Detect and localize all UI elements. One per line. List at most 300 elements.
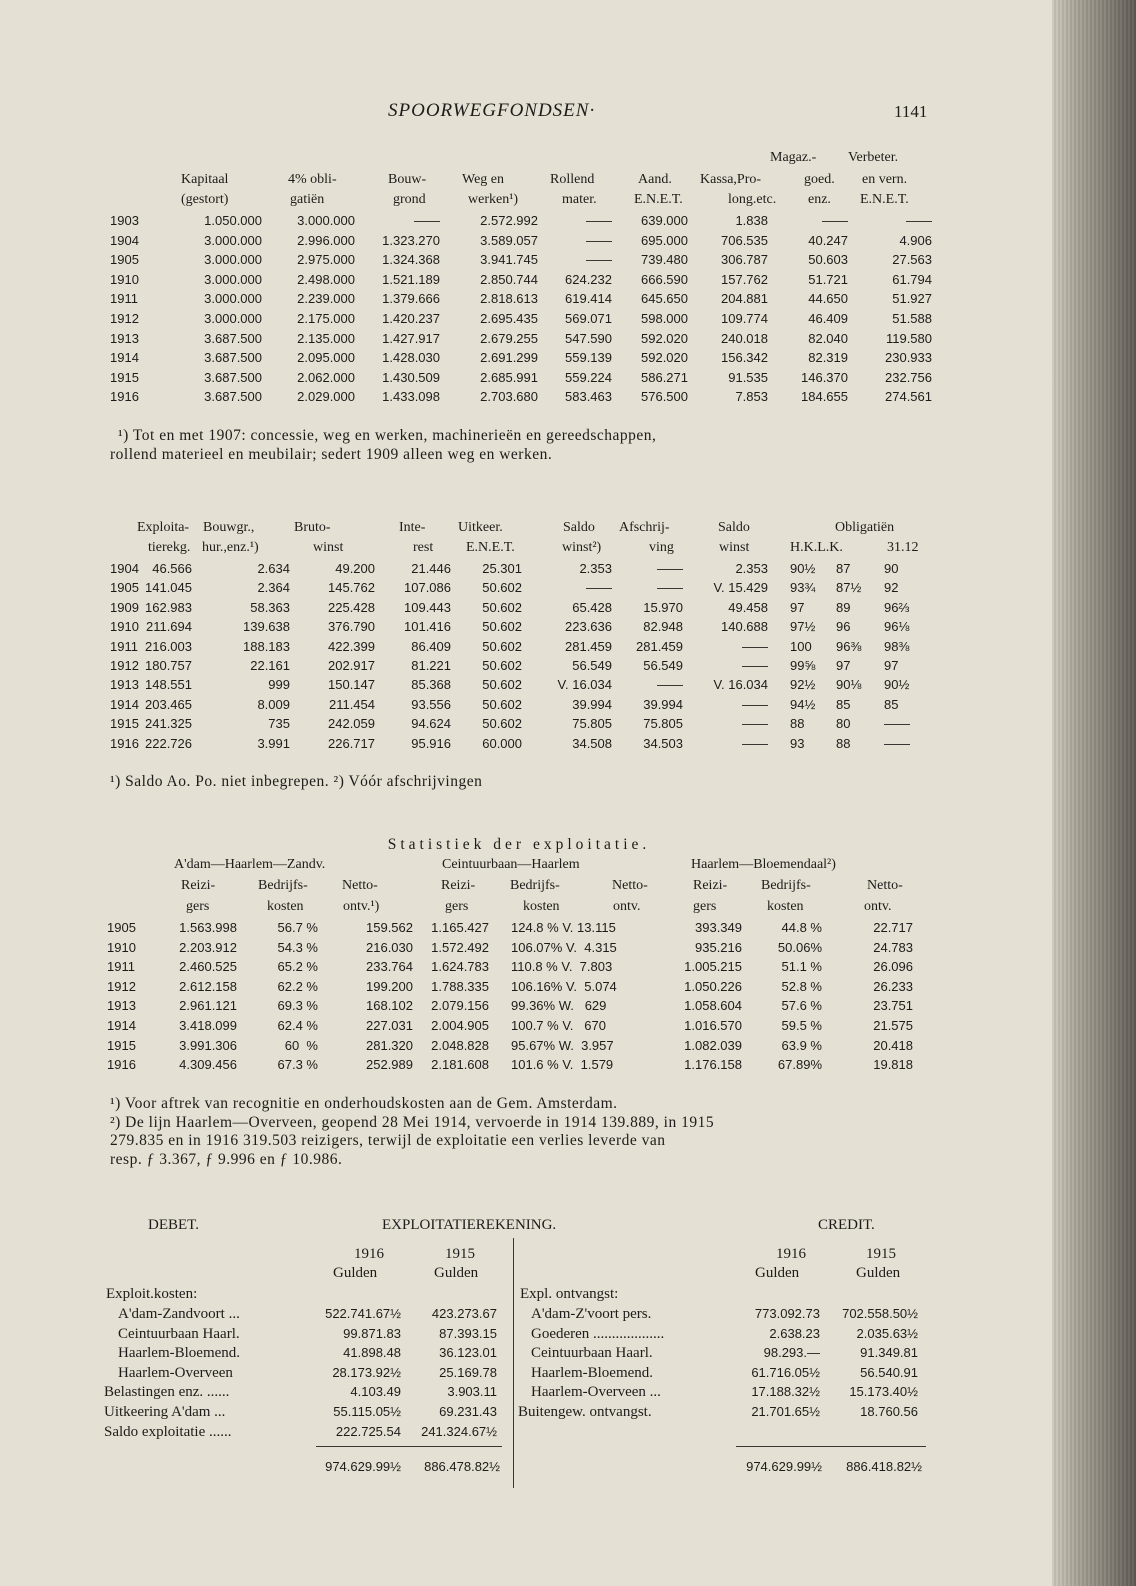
table-cell: 82.319 xyxy=(808,350,848,366)
section-title: Statistiek der exploitatie. xyxy=(387,836,651,853)
table-cell: 232.756 xyxy=(885,369,932,385)
table-cell: 146.370 xyxy=(801,369,848,385)
table-cell: 150.147 xyxy=(328,677,375,693)
table-cell: 139.638 xyxy=(243,619,290,635)
total-rule-right xyxy=(736,1446,926,1447)
t2-header-row2: winst xyxy=(313,540,344,555)
t2-header-row2: winst xyxy=(719,540,750,555)
table-cell: 50.602 xyxy=(482,599,522,615)
table-cell: 666.590 xyxy=(641,271,688,287)
table-cell: 97 xyxy=(884,658,899,673)
t1-header-row3: werken¹) xyxy=(468,192,519,207)
table-cell: 2.135.000 xyxy=(297,330,355,346)
table-cell: 639.000 xyxy=(641,213,688,228)
table-cell: 3.000.000 xyxy=(204,311,262,326)
table-row-year: 1914 xyxy=(107,1018,136,1033)
left-heading: Exploit.kosten: xyxy=(106,1286,198,1302)
ledger-value: 2.638.23 xyxy=(769,1325,820,1341)
table-cell: 2.572.992 xyxy=(480,213,538,228)
table-cell: 706.535 xyxy=(721,232,768,248)
table-cell: 598.000 xyxy=(641,311,688,326)
table-row-year: 1911 xyxy=(110,638,138,654)
total-value: 886.478.82½ xyxy=(424,1459,500,1474)
table-cell: 24.783 xyxy=(873,939,913,955)
table-cell: 51.927 xyxy=(892,291,932,307)
table-cell: 216.003 xyxy=(145,638,192,654)
table-cell: 3.000.000 xyxy=(204,291,262,307)
table-cell: 49.200 xyxy=(335,561,375,576)
table-cell: 26.233 xyxy=(873,978,913,994)
t1-header-row1: Magaz.- xyxy=(770,150,817,165)
ledger-label: Haarlem-Bloemend. xyxy=(531,1364,654,1381)
table-row-year: 1903 xyxy=(110,213,139,228)
table-cell: 95.67% W. 3.957 xyxy=(511,1037,614,1053)
ledger-label: Haarlem-Bloemend. xyxy=(118,1345,241,1362)
ledger-value: 2.035.63½ xyxy=(856,1325,918,1341)
table-cell: —— xyxy=(657,677,683,693)
table-cell: 281.459 xyxy=(636,638,683,654)
table-cell: 2.975.000 xyxy=(297,252,355,268)
table-cell: 2.175.000 xyxy=(297,311,355,326)
table-row-year: 1916 xyxy=(110,735,139,751)
table-cell: 2.498.000 xyxy=(297,271,355,287)
ledger-label: Uitkeering A'dam ... xyxy=(104,1404,226,1420)
table-cell: 94.624 xyxy=(411,716,451,732)
table-row-year: 1905 xyxy=(107,920,136,935)
ledger-label: Belastingen enz. ...... xyxy=(104,1384,230,1401)
total-value: 974.629.99½ xyxy=(746,1459,822,1474)
table-cell: 2.850.744 xyxy=(480,271,538,287)
table-cell: 62.4 % xyxy=(277,1018,318,1033)
table-cell: 252.989 xyxy=(366,1057,413,1073)
table-cell: 1.521.189 xyxy=(382,271,440,287)
t3-group-header: Haarlem—Bloemendaal²) xyxy=(691,857,836,872)
t2-header-row1: Inte- xyxy=(399,520,426,535)
table-cell: 999 xyxy=(268,677,290,693)
table-cell: 92½ xyxy=(790,677,816,693)
table-cell: —— xyxy=(586,580,612,596)
t2-header-row1: Uitkeer. xyxy=(458,520,503,535)
table-cell: —— xyxy=(742,658,768,673)
table-cell: 3.000.000 xyxy=(204,232,262,248)
table-cell: 1.420.237 xyxy=(382,311,440,326)
table-cell: 91.535 xyxy=(728,369,768,385)
table-row-year: 1912 xyxy=(107,978,136,994)
table-cell: 576.500 xyxy=(641,389,688,405)
table-cell: 2.181.608 xyxy=(431,1057,489,1073)
table-cell: 2.364 xyxy=(257,580,290,596)
t1-header-row2: goed. xyxy=(804,172,835,187)
table-cell: 85 xyxy=(884,696,899,712)
t3-header-row1: Netto- xyxy=(342,878,378,893)
col-year: 1915 xyxy=(866,1246,896,1262)
t2-header-row2: tierekg. xyxy=(148,540,191,555)
table-row-year: 1915 xyxy=(110,369,139,385)
table-cell: 739.480 xyxy=(641,252,688,268)
table-row-year: 1915 xyxy=(107,1037,136,1053)
table-cell: 23.751 xyxy=(873,998,913,1014)
table-cell: 1.016.570 xyxy=(684,1018,742,1033)
t3-header-row2: gers xyxy=(186,899,210,914)
t3-header-row1: Reizi- xyxy=(441,878,476,893)
table-cell: 90½ xyxy=(790,561,816,576)
table-cell: 2.703.680 xyxy=(480,389,538,405)
table-cell: 203.465 xyxy=(145,696,192,712)
table-cell: 216.030 xyxy=(366,939,413,955)
right-heading: Expl. ontvangst: xyxy=(520,1286,619,1302)
t3-group-header: A'dam—Haarlem—Zandv. xyxy=(174,857,326,872)
t3-header-row2: kosten xyxy=(523,899,560,914)
table-cell: 2.079.156 xyxy=(431,998,489,1014)
table-cell: 50.602 xyxy=(482,677,522,693)
footnote: ¹) Saldo Ao. Po. niet inbegrepen. ²) Vóór afschrijvingen xyxy=(110,773,483,790)
table-cell: 3.991.306 xyxy=(179,1037,237,1053)
table-cell: 61.794 xyxy=(892,271,932,287)
debet-label: DEBET. xyxy=(148,1217,199,1233)
table-cell: 188.183 xyxy=(243,638,290,654)
ledger-value: 21.701.65½ xyxy=(751,1404,820,1419)
table-cell: 62.2 % xyxy=(277,978,318,994)
table-row-year: 1913 xyxy=(110,330,139,346)
table-cell: 3.000.000 xyxy=(204,271,262,287)
table-cell: 223.636 xyxy=(565,619,612,635)
ledger-value: 17.188.32½ xyxy=(751,1384,820,1400)
table-cell: —— xyxy=(414,213,440,228)
col-unit: Gulden xyxy=(333,1265,378,1281)
table-cell: 85.368 xyxy=(411,677,451,693)
ledger-label: A'dam-Z'voort pers. xyxy=(531,1306,652,1322)
t3-header-row1: Reizi- xyxy=(693,878,728,893)
table-cell: 107.086 xyxy=(404,580,451,596)
table-cell: 26.096 xyxy=(873,959,913,975)
t3-header-row1: Reizi- xyxy=(181,878,216,893)
table-cell: 54.3 % xyxy=(277,939,318,955)
ledger-value: 222.725.54 xyxy=(335,1423,401,1439)
table-cell: 106.07% V. 4.315 xyxy=(511,939,617,955)
t1-header-row3: E.N.E.T. xyxy=(634,192,683,207)
ledger-label: Haarlem-Overveen xyxy=(118,1364,233,1381)
table-cell: 67.89% xyxy=(777,1057,822,1073)
table-cell: —— xyxy=(822,213,848,228)
table-row-year: 1909 xyxy=(110,599,139,615)
table-cell: 140.688 xyxy=(721,619,768,635)
table-cell: V. 16.034 xyxy=(713,677,768,693)
t3-header-row1: Netto- xyxy=(867,878,903,893)
table-cell: 44.650 xyxy=(808,291,848,307)
table-cell: 3.687.500 xyxy=(204,389,262,405)
table-cell: 69.3 % xyxy=(277,998,318,1014)
table-cell: 110.8 % V. 7.803 xyxy=(511,959,613,975)
account-title: EXPLOITATIEREKENING. xyxy=(382,1217,557,1233)
col-year: 1916 xyxy=(776,1246,806,1262)
table-cell: 22.161 xyxy=(250,658,290,673)
ledger-value: 41.898.48 xyxy=(343,1345,401,1361)
table-cell: 1.005.215 xyxy=(684,959,742,975)
table-cell: 4.309.456 xyxy=(179,1057,237,1073)
table-cell: 211.694 xyxy=(145,619,192,635)
t3-header-row2: gers xyxy=(445,899,469,914)
table-cell: 25.301 xyxy=(482,561,522,576)
table-cell: 93¾ xyxy=(790,580,816,596)
table-cell: 119.580 xyxy=(885,330,932,346)
t3-header-row1: Bedrijfs- xyxy=(258,878,308,893)
table-cell: 586.271 xyxy=(641,369,688,385)
t2-header-row2: hur.,enz.¹) xyxy=(202,540,259,555)
table-cell: 27.563 xyxy=(892,252,932,268)
ledger-label: Saldo exploitatie ...... xyxy=(104,1423,232,1440)
total-rule-left xyxy=(316,1446,502,1447)
table-cell: 67.3 % xyxy=(277,1057,318,1073)
ledger-value: 98.293.— xyxy=(763,1345,820,1361)
table-cell: 168.102 xyxy=(366,998,413,1014)
table-cell: —— xyxy=(586,232,612,248)
t1-header-row3: long.etc. xyxy=(728,192,777,207)
table-cell: 86.409 xyxy=(411,638,451,654)
table-cell: V. 16.034 xyxy=(557,677,612,693)
table-row-year: 1913 xyxy=(110,677,139,693)
table-cell: 96⅔ xyxy=(884,599,910,615)
table-cell: 97 xyxy=(790,599,805,615)
t1-header-row2: Kapitaal xyxy=(181,172,229,187)
table-cell: —— xyxy=(906,213,932,228)
table-cell: 51.588 xyxy=(892,311,932,326)
table-cell: 59.5 % xyxy=(781,1018,822,1033)
table-cell: 592.020 xyxy=(641,330,688,346)
footnote: rollend materieel en meubilair; sedert 1909 alleen weg en werken. xyxy=(110,446,553,463)
t2-header-row2: rest xyxy=(413,540,434,555)
table-cell: 222.726 xyxy=(145,735,192,751)
table-cell: —— xyxy=(657,561,683,576)
total-value: 886.418.82½ xyxy=(846,1459,922,1474)
table-cell: 3.941.745 xyxy=(480,252,538,268)
ledger-value: 4.103.49 xyxy=(350,1384,401,1400)
table-cell: 180.757 xyxy=(145,658,192,673)
t1-header-row3: gatiën xyxy=(290,192,325,207)
table-row-year: 1905 xyxy=(110,580,139,596)
t1-header-row1: Verbeter. xyxy=(848,150,899,165)
table-cell: 2.691.299 xyxy=(480,350,538,366)
t1-header-row2: Rollend xyxy=(550,172,595,187)
table-cell: 40.247 xyxy=(808,232,848,248)
table-cell: 204.881 xyxy=(721,291,768,307)
table-cell: 90⅛ xyxy=(836,677,862,693)
table-cell: 90 xyxy=(884,561,899,576)
t3-header-row1: Bedrijfs- xyxy=(761,878,811,893)
ledger-label: Goederen ................... xyxy=(531,1325,665,1342)
credit-label: CREDIT. xyxy=(818,1217,875,1233)
t1-header-row2: Weg en xyxy=(462,172,505,187)
ledger-label: Haarlem-Overveen ... xyxy=(531,1384,661,1401)
table-cell: 306.787 xyxy=(721,252,768,268)
table-cell: 376.790 xyxy=(328,619,375,635)
table-cell: 211.454 xyxy=(328,696,375,712)
table-cell: 50.602 xyxy=(482,619,522,635)
ledger-value: 773.092.73 xyxy=(754,1306,820,1321)
table-cell: 1.323.270 xyxy=(382,232,440,248)
ledger-value: 55.115.05½ xyxy=(333,1404,401,1419)
ledger-value: 3.903.11 xyxy=(447,1384,497,1400)
t1-header-row3: mater. xyxy=(562,192,597,207)
table-cell: 242.059 xyxy=(328,716,375,732)
table-cell: 96⅜ xyxy=(836,638,862,654)
table-cell: 52.8 % xyxy=(781,978,822,994)
table-cell: V. 15.429 xyxy=(713,580,768,596)
table-cell: 3.000.000 xyxy=(297,213,355,228)
t2-header-row2: H.K.L.K. xyxy=(790,540,843,555)
table-cell: 93 xyxy=(790,735,805,751)
table-cell: 2.004.905 xyxy=(431,1018,489,1033)
table-cell: 8.009 xyxy=(257,696,290,712)
table-cell: 3.687.500 xyxy=(204,330,262,346)
table-cell: 87½ xyxy=(836,580,862,596)
table-cell: 58.363 xyxy=(250,599,290,615)
table-cell: 39.994 xyxy=(643,696,683,712)
table-cell: 44.8 % xyxy=(781,920,822,935)
t1-header-row2: Kassa,Pro- xyxy=(700,172,762,187)
table-row-year: 1915 xyxy=(110,716,139,732)
t3-header-row1: Netto- xyxy=(612,878,648,893)
table-cell: 57.6 % xyxy=(781,998,822,1014)
table-cell: 148.551 xyxy=(145,677,192,693)
col-year: 1915 xyxy=(445,1246,475,1262)
ledger-value: 522.741.67½ xyxy=(325,1306,401,1321)
table-cell: 230.933 xyxy=(885,350,932,366)
table-cell: 1.176.158 xyxy=(684,1057,742,1073)
table-cell: 2.062.000 xyxy=(297,369,355,385)
table-cell: 21.446 xyxy=(411,561,451,576)
col-year: 1916 xyxy=(354,1246,384,1262)
table-cell: 46.409 xyxy=(808,311,848,326)
ledger-label: Ceintuurbaan Haarl. xyxy=(531,1345,653,1362)
table-cell: —— xyxy=(742,735,768,751)
table-cell: 1.165.427 xyxy=(431,920,489,935)
table-row-year: 1916 xyxy=(110,389,139,405)
table-cell: 92 xyxy=(884,580,899,596)
footnote: 279.835 en in 1916 319.503 reizigers, terwijl de exploitatie een verlies leverde van xyxy=(110,1132,666,1149)
table-cell: 75.805 xyxy=(572,716,612,732)
table-cell: 97½ xyxy=(790,619,816,635)
ledger-value: 61.716.05½ xyxy=(751,1364,820,1380)
ledger-value: 56.540.91 xyxy=(860,1364,918,1380)
table-cell: 624.232 xyxy=(565,271,612,287)
table-cell: 156.342 xyxy=(721,350,768,366)
table-cell: 65.2 % xyxy=(277,959,318,975)
table-cell: 90½ xyxy=(884,677,910,693)
table-cell: 1.379.666 xyxy=(382,291,440,307)
table-cell: 3.000.000 xyxy=(204,252,262,268)
table-cell: 202.917 xyxy=(328,658,375,673)
t1-header-row3: (gestort) xyxy=(181,192,229,207)
table-cell: 735 xyxy=(268,716,290,732)
table-cell: 82.948 xyxy=(643,619,683,635)
table-cell: 56.549 xyxy=(572,658,612,673)
table-cell: 2.353 xyxy=(579,561,612,576)
table-cell: 2.685.991 xyxy=(480,369,538,385)
ledger-label: A'dam-Zandvoort ... xyxy=(118,1306,240,1322)
table-cell: 95.916 xyxy=(411,735,451,751)
footnote: ²) De lijn Haarlem—Overveen, geopend 28 Mei 1914, vervoerde in 1914 139.889, in 1915 xyxy=(110,1113,715,1131)
table-cell: —— xyxy=(884,716,910,732)
table-cell: 88 xyxy=(836,735,851,751)
table-cell: 2.095.000 xyxy=(297,350,355,366)
t2-header-row2: E.N.E.T. xyxy=(466,540,515,555)
table-cell: 65.428 xyxy=(572,599,612,615)
table-cell: 2.679.255 xyxy=(480,330,538,346)
t1-header-row2: Bouw- xyxy=(388,172,427,187)
table-cell: 49.458 xyxy=(728,599,768,615)
table-row-year: 1914 xyxy=(110,696,139,712)
table-cell: 2.996.000 xyxy=(297,232,355,248)
table-cell: 1.428.030 xyxy=(382,350,440,366)
table-cell: 3.991 xyxy=(257,735,290,751)
table-cell: 225.428 xyxy=(328,599,375,615)
table-cell: 2.634 xyxy=(257,561,290,576)
table-cell: 1.433.098 xyxy=(382,389,440,405)
table-row-year: 1911 xyxy=(107,959,135,975)
table-row-year: 1910 xyxy=(110,271,139,287)
t2-header-row1: Exploita- xyxy=(137,520,190,535)
table-cell: —— xyxy=(742,638,768,654)
table-cell: 1.572.492 xyxy=(431,939,489,955)
table-cell: 274.561 xyxy=(885,389,932,405)
col-unit: Gulden xyxy=(434,1265,479,1281)
table-cell: 199.200 xyxy=(366,978,413,994)
table-cell: 1.427.917 xyxy=(382,330,440,346)
table-cell: 162.983 xyxy=(145,599,192,615)
t2-header-row1: Saldo xyxy=(718,520,750,535)
col-unit: Gulden xyxy=(755,1265,800,1281)
table-cell: 1.430.509 xyxy=(382,369,440,385)
table-row-year: 1904 xyxy=(110,561,139,576)
table-cell: 19.818 xyxy=(873,1057,913,1073)
t3-group-header: Ceintuurbaan—Haarlem xyxy=(442,857,580,872)
table-cell: 2.203.912 xyxy=(179,939,237,955)
table-cell: 1.050.226 xyxy=(684,978,742,994)
table-cell: 60 % xyxy=(284,1037,318,1053)
table-cell: —— xyxy=(742,696,768,712)
table-cell: 157.762 xyxy=(721,271,768,287)
table-cell: 94½ xyxy=(790,696,816,712)
t3-header-row1: Bedrijfs- xyxy=(510,878,560,893)
table-row-year: 1911 xyxy=(110,291,138,307)
table-cell: 99⅝ xyxy=(790,658,816,673)
table-cell: 21.575 xyxy=(873,1018,913,1033)
table-cell: 619.414 xyxy=(565,291,612,307)
table-cell: 281.459 xyxy=(565,638,612,654)
table-row-year: 1905 xyxy=(110,252,139,268)
table-cell: 51.1 % xyxy=(781,959,822,975)
table-cell: 85 xyxy=(836,696,851,712)
table-cell: 2.612.158 xyxy=(179,978,237,994)
table-cell: 2.353 xyxy=(735,561,768,576)
table-cell: 2.460.525 xyxy=(179,959,237,975)
table-cell: —— xyxy=(657,580,683,596)
table-cell: 141.045 xyxy=(145,580,192,596)
table-cell: —— xyxy=(586,252,612,268)
table-cell: 20.418 xyxy=(873,1037,913,1053)
table-cell: 96⅛ xyxy=(884,619,910,635)
table-cell: 569.071 xyxy=(565,311,612,326)
table-cell: 159.562 xyxy=(366,920,413,935)
table-cell: 2.961.121 xyxy=(179,998,237,1014)
table-cell: 63.9 % xyxy=(781,1037,822,1053)
table-cell: 22.717 xyxy=(873,920,913,935)
table-cell: 3.687.500 xyxy=(204,369,262,385)
table-cell: 1.838 xyxy=(735,213,768,228)
ledger-value: 241.324.67½ xyxy=(421,1423,497,1439)
ledger-label: Buitengew. ontvangst. xyxy=(518,1404,652,1420)
table-cell: 2.239.000 xyxy=(297,291,355,307)
